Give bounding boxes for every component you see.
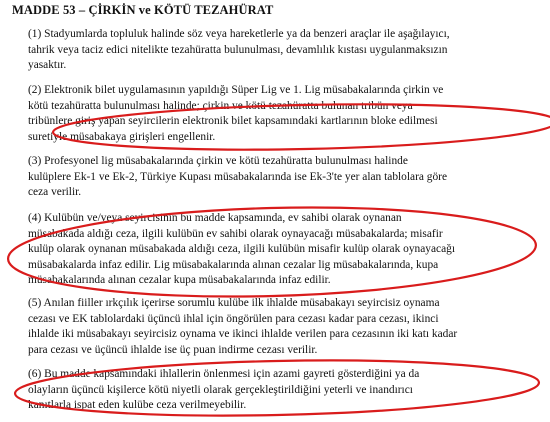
- paragraph-line: kanıtlarla ispat eden kulübe ceza verilmeyebilir.: [28, 399, 247, 411]
- paragraph-line: (6) Bu madde kapsamındaki ihlallerin önlenmesi için azami gayreti gösterdiğini ya da: [28, 368, 420, 380]
- paragraph-3: [28, 154, 538, 201]
- paragraph-line: (3) Profesyonel lig müsabakalarında çirkin ve kötü tezahüratta bulunulması halinde: [28, 155, 408, 167]
- paragraph-5: [28, 296, 538, 358]
- paragraph-line: müsabakalarda infaz edilir. Lig müsabakalarında alınan cezalar lig müsabakalarında, kupa: [28, 258, 439, 271]
- article-title: MADDE 53 – ÇİRKİN ve KÖTÜ TEZAHÜRAT: [12, 3, 274, 17]
- paragraph-line: olayların üçüncü kişilerce kötü niyetli olarak gerçekleştirildiğini yeterli ve inandırıcı: [28, 383, 413, 396]
- paragraph-line: kulüp olarak oynanan müsabakada aldığı ceza, ilgili kulübün misafir kulüp olarak oynayacağı: [28, 243, 456, 255]
- paragraph-line: tribünlere giriş yapan seyircilerin elektronik bilet kapsamındaki kartlarının bloke edilmesi: [28, 115, 438, 127]
- paragraph-line: tahrik veya taciz edici nitelikte tezahüratta bulunulması, devamlılık kıstası uygulanmaksızın: [28, 43, 448, 56]
- paragraph-line: (2) Elektronik bilet uygulamasının yapıldığı Süper Lig ve 1. Lig müsabakalarında çirkin ve: [28, 84, 444, 96]
- paragraph-1: [28, 27, 538, 74]
- paragraph-line: para cezası ve üçüncü ihlalde ise üç puan indirme cezası verilir.: [28, 343, 318, 356]
- paragraph-line: ceza verilir.: [28, 186, 82, 198]
- paragraph-line: müsabakalarında alınan cezalar kupa müsabakalarında infaz edilir.: [28, 274, 331, 286]
- paragraph-6: [28, 367, 538, 414]
- paragraph-line: (1) Stadyumlarda topluluk halinde söz veya hareketlerle ya da benzeri araçlar ile aşağılayıcı,: [28, 28, 450, 40]
- paragraph-line: suretiyle müsabakaya girişleri engellenir.: [28, 130, 216, 143]
- paragraph-2: [28, 83, 538, 145]
- paragraph-4: [28, 211, 538, 289]
- paragraph-line: kulüplere Ek-1 ve Ek-2, Türkiye Kupası müsabakalarında ise Ek-3'te yer alan tablolara göre: [28, 170, 448, 183]
- paragraph-line: müsabakada aldığı ceza, ilgili kulübün ev sahibi olarak oynayacağı müsabakalarda; misafir: [28, 227, 443, 240]
- paragraph-line: kötü tezahüratta bulunulması halinde; çirkin ve kötü tezahüratta bulunan tribün veya: [28, 99, 413, 112]
- paragraph-line: ihlalde iki müsabakayı seyircisiz oynama ve ikinci ihlalde verilen para cezasının iki katı kadar: [28, 328, 458, 340]
- paragraph-line: cezası ve EK tablolardaki üçüncü ihlal için öngörülen para cezası kadar para cezası, ikinci: [28, 312, 439, 325]
- paragraph-line: (4) Kulübün ve/veya seyircisinin bu madde kapsamında, ev sahibi olarak oynanan: [28, 212, 402, 224]
- paragraph-line: (5) Anılan fiiller ırkçılık içerirse sorumlu kulübe ilk ihlalde müsabakayı seyircisiz oynama: [28, 297, 440, 309]
- paragraph-line: yasaktır.: [28, 59, 67, 71]
